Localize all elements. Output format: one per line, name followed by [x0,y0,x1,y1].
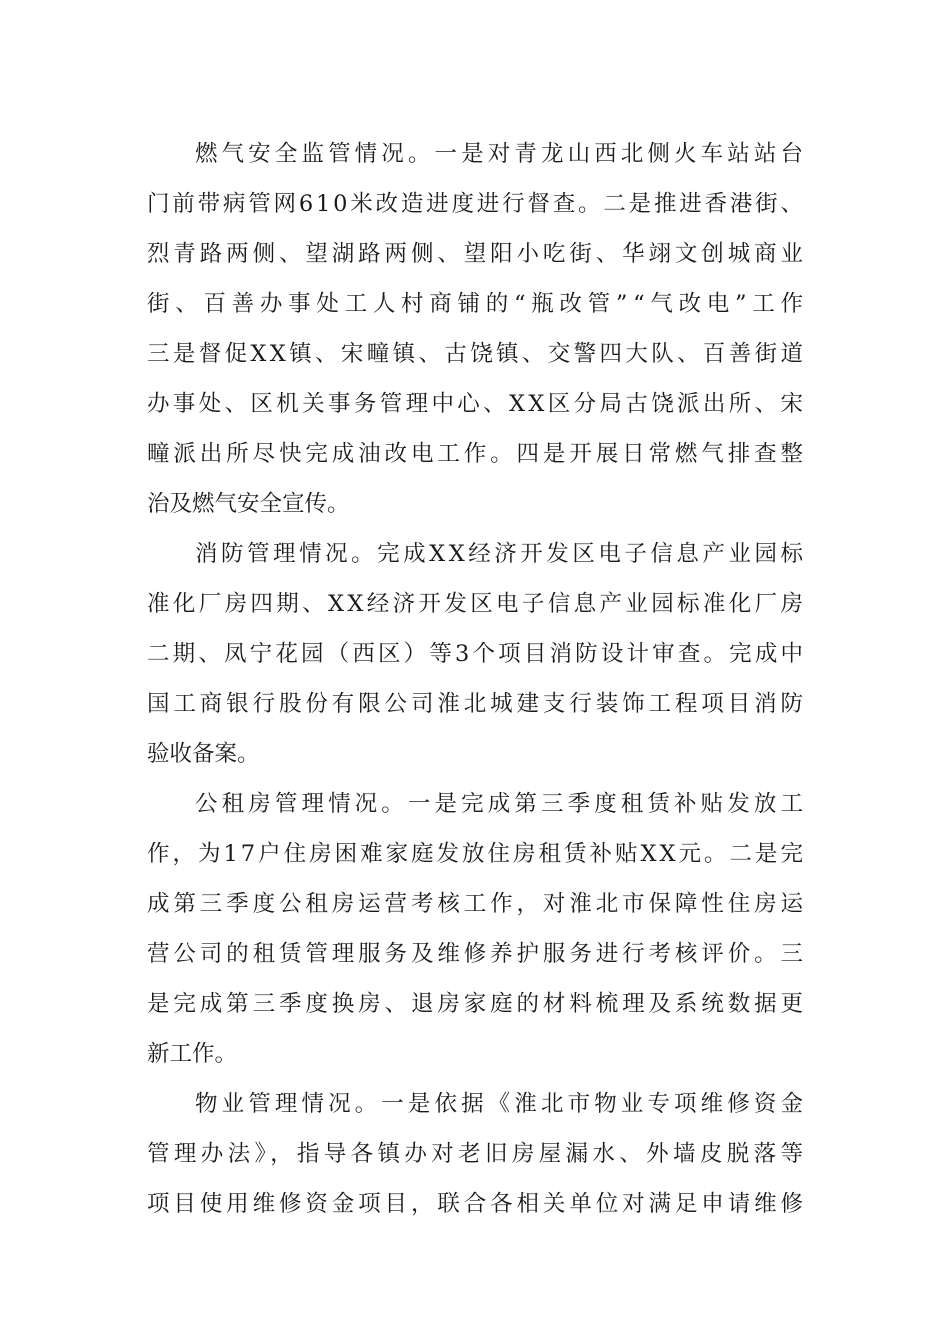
text-line: 烈青路两侧、望湖路两侧、望阳小吃街、华翊文创城商业 [147,241,807,267]
text-line: 项目使用维修资金项目，联合各相关单位对满足申请维修 [147,1191,807,1217]
text-line: 营公司的租赁管理服务及维修养护服务进行考核评价。三 [147,941,807,967]
text-line: 管理办法》，指导各镇办对老旧房屋漏水、外墙皮脱落等 [147,1141,808,1167]
text-line: 门前带病管网610米改造进度进行督查。二是推进香港街、 [147,191,806,217]
text-line: 新工作。 [147,1041,238,1067]
text-line: 是完成第三季度换房、退房家庭的材料梳理及系统数据更 [147,991,807,1017]
text-line: 街、百善办事处工人村商铺的“瓶改管”“气改电”工作 [147,291,809,317]
text-line: 二期、凤宁花园（西区）等3个项目消防设计审查。完成中 [147,641,807,667]
text-line: 成第三季度公租房运营考核工作，对淮北市保障性住房运 [147,891,807,917]
text-line: 治及燃气安全宣传。 [147,491,350,517]
text-line: 公租房管理情况。一是完成第三季度租赁补贴发放工 [195,791,808,817]
text-line: 准化厂房四期、XX经济开发区电子信息产业园标准化厂房 [147,591,807,617]
text-line: 消防管理情况。完成XX经济开发区电子信息产业园标 [195,541,807,567]
text-line: 验收备案。 [147,741,260,767]
text-line: 物业管理情况。一是依据《淮北市物业专项维修资金 [195,1091,808,1117]
text-line: 国工商银行股份有限公司淮北城建支行装饰工程项目消防 [147,691,807,717]
text-line: 疃派出所尽快完成油改电工作。四是开展日常燃气排查整 [147,441,807,467]
text-line: 燃气安全监管情况。一是对青龙山西北侧火车站站台 [195,141,808,167]
text-line: 作，为17户住房困难家庭发放住房租赁补贴XX元。二是完 [147,841,806,867]
text-line: 办事处、区机关事务管理中心、XX区分局古饶派出所、宋 [147,391,807,417]
text-line: 三是督促XX镇、宋疃镇、古饶镇、交警四大队、百善街道 [147,341,807,367]
